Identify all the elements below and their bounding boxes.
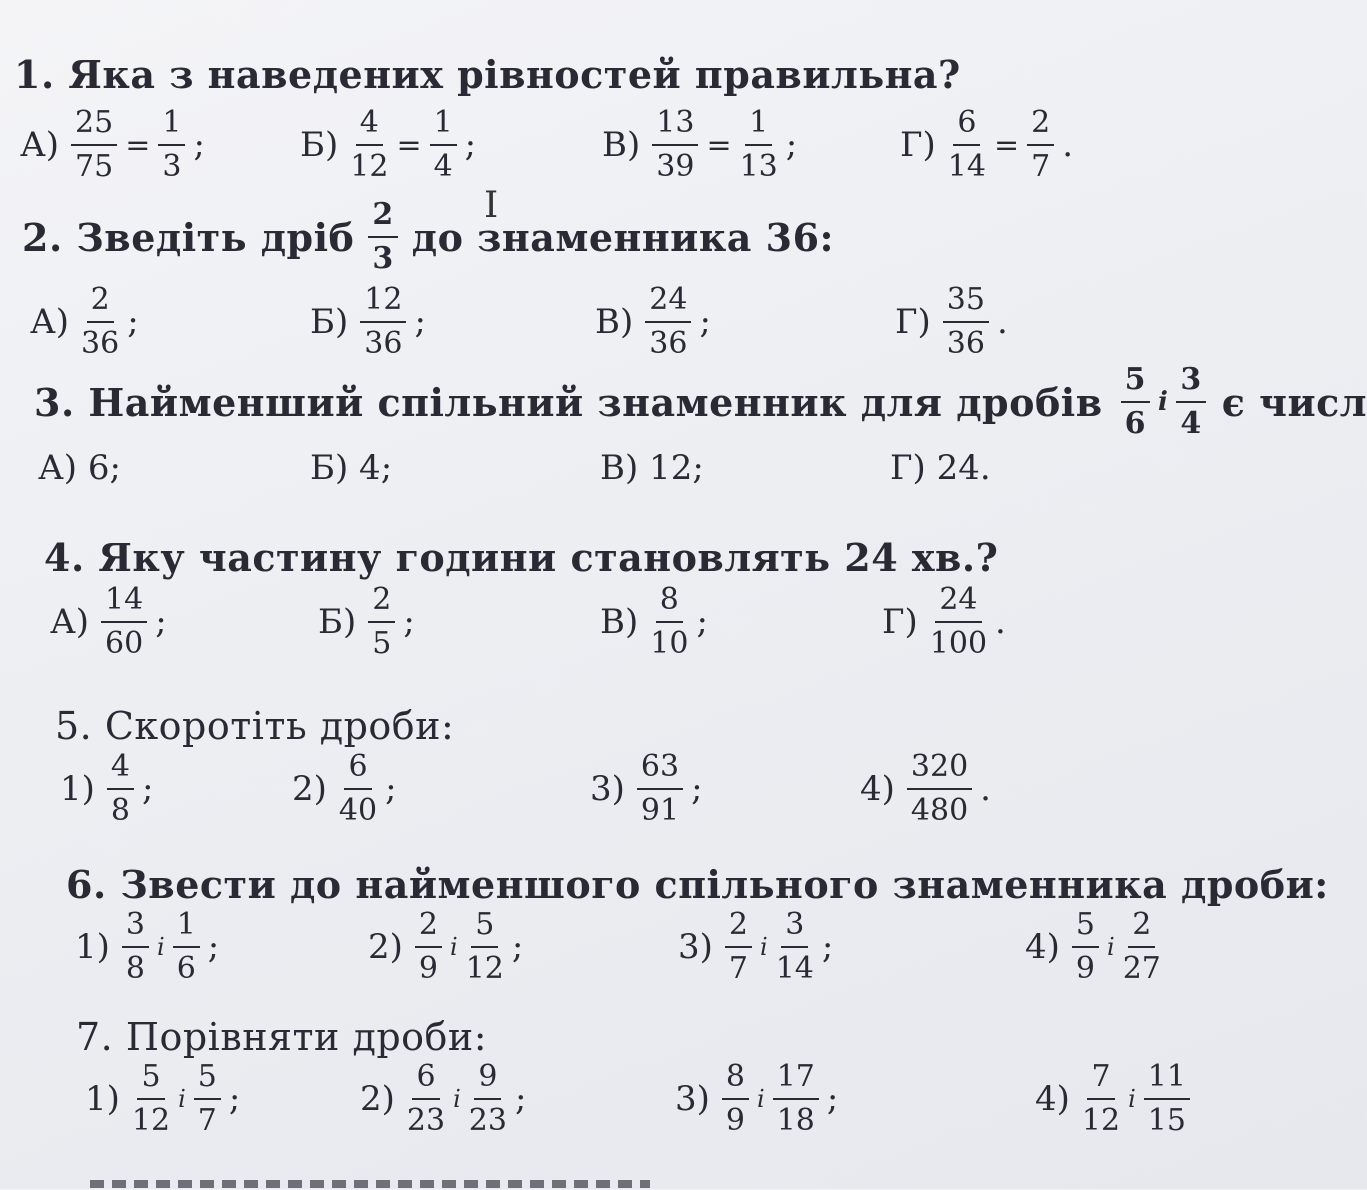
fraction: 8 10 <box>650 582 689 661</box>
fraction: 4 8 <box>107 752 134 826</box>
item-label: 3) <box>675 1079 710 1119</box>
q1-option-g: Г) $\frac{6}{14}$ = $\frac{2}{7}$ . <box>900 105 1074 184</box>
q4-option-a: А) 14 60 ; <box>50 582 167 661</box>
q5-item-2: 2) 6 40 ; <box>292 749 397 828</box>
equals-sign: = <box>396 127 422 163</box>
q1-option-v: В) $\frac{13}{39}$ = $\frac{1}{13}$ ; <box>602 105 798 184</box>
fraction: 3 8 <box>122 910 149 984</box>
fraction: 2 27 <box>1122 907 1161 986</box>
fraction: 63 91 <box>637 752 683 826</box>
fraction: 2 5 <box>368 585 395 659</box>
cut-off-next-question <box>90 1168 650 1190</box>
option-label: В) <box>595 302 634 342</box>
option-label: А) <box>20 125 60 165</box>
fraction: 2 3 <box>368 200 397 274</box>
fraction: 35 36 <box>943 285 989 359</box>
question-7-title: 7. Порівняти дроби: <box>76 1015 488 1059</box>
q6-item-1: 1) 3 8 і 1 6 ; <box>75 907 220 986</box>
fraction: 8 9 <box>722 1062 749 1136</box>
fraction: 320 480 <box>907 752 972 826</box>
q3-option-a: А) 6; <box>38 448 121 488</box>
question-6-title: 6. Звести до найменшого спільного знаменника дроби: <box>66 862 1329 907</box>
item-label: 2) <box>368 927 403 967</box>
q5-item-3: 3) 63 91 ; <box>590 749 703 828</box>
item-label: 2) <box>292 769 327 809</box>
item-label: 1) <box>75 927 110 967</box>
fraction: 3 4 <box>1176 365 1205 439</box>
q1-option-a: А) $\frac{25}{75}$ = $\frac{1}{3}$ ; <box>20 105 205 184</box>
fraction: 6 23 <box>406 1059 446 1138</box>
fraction: $\frac{1}{4}$ <box>430 108 457 182</box>
fraction: 17 18 <box>773 1062 819 1136</box>
item-label: 3) <box>590 769 625 809</box>
question-3-title: 3. Найменший спільний знаменник для дробів 5 6 і 3 4 є числ <box>34 362 1367 441</box>
q4-option-v: В) 8 10 ; <box>600 582 708 661</box>
question-1-title: 1. Яка з наведених рівностей правильна? <box>14 52 961 97</box>
fraction: 12 36 <box>360 285 406 359</box>
item-label: 4) <box>1035 1079 1070 1119</box>
fraction: 7 12 <box>1081 1059 1121 1138</box>
q7-item-2: 2) 6 23 і 9 23 ; <box>360 1059 527 1138</box>
item-label: 1) <box>85 1079 120 1119</box>
fraction: 2 9 <box>415 910 442 984</box>
option-label: В) <box>602 125 641 165</box>
option-label: Г) <box>895 302 931 342</box>
q6-item-3: 3) 2 7 і 3 14 ; <box>678 907 834 986</box>
question-4-title: 4. Яку частину години становлять 24 хв.? <box>44 535 999 580</box>
fraction: $\frac{2}{7}$ <box>1027 108 1054 182</box>
fraction: 5 12 <box>465 907 504 986</box>
equals-sign: = <box>993 127 1020 163</box>
item-label: 4) <box>1025 927 1060 967</box>
fraction: 24 36 <box>645 285 691 359</box>
fraction: 6 40 <box>338 749 378 828</box>
option-label: Б) <box>318 602 357 642</box>
question-2-title: 2. Зведіть дріб 2 3 до знаменника 36: <box>22 197 835 276</box>
option-label: А) <box>50 602 90 642</box>
q2-option-v: В) 24 36 ; <box>595 282 711 361</box>
fraction: 3 14 <box>775 907 814 986</box>
fraction: $\frac{4}{12}$ <box>350 105 389 184</box>
fraction: 9 23 <box>468 1059 507 1138</box>
fraction: 5 9 <box>1072 910 1099 984</box>
q3-option-b: Б) 4; <box>310 448 393 488</box>
option-label: В) <box>600 602 639 642</box>
equals-sign: = <box>706 127 732 163</box>
q4-option-b: Б) 2 5 ; <box>318 582 415 661</box>
q7-item-3: 3) 8 9 і 17 18 ; <box>675 1059 839 1138</box>
fraction: $\frac{1}{13}$ <box>739 105 778 184</box>
fraction: $\frac{13}{39}$ <box>652 108 698 182</box>
q4-option-g: Г) 24 100 . <box>882 582 1006 661</box>
q1-option-b: Б) $\frac{4}{12}$ = $\frac{1}{4}$ ; <box>300 105 477 184</box>
item-label: 1) <box>60 769 95 809</box>
q2-option-b: Б) 12 36 ; <box>310 282 426 361</box>
fraction: $\frac{1}{3}$ <box>158 108 185 182</box>
q3-option-g: Г) 24. <box>890 448 991 488</box>
q5-item-1: 1) 4 8 ; <box>60 749 154 828</box>
q5-item-4: 4) 320 480 . <box>860 749 991 828</box>
fraction: $\frac{25}{75}$ <box>71 108 117 182</box>
q7-item-4: 4) 7 12 і 11 15 <box>1035 1062 1192 1136</box>
q3-option-v: В) 12; <box>600 448 704 488</box>
fraction: 14 60 <box>101 585 147 659</box>
equals-sign: = <box>125 127 151 163</box>
option-label: Г) <box>882 602 918 642</box>
fraction: 2 36 <box>81 282 120 361</box>
option-label: Б) <box>310 302 349 342</box>
fraction: 5 7 <box>194 1062 221 1136</box>
q7-item-1: 1) 5 12 і 5 7 ; <box>85 1059 241 1138</box>
option-label: А) <box>30 302 70 342</box>
item-label: 4) <box>860 769 895 809</box>
item-label: 3) <box>678 927 713 967</box>
fraction: 24 100 <box>929 582 988 661</box>
fraction: 2 7 <box>725 910 752 984</box>
q6-item-4: 4) 5 9 і 2 27 <box>1025 907 1161 986</box>
q6-item-2: 2) 2 9 і 5 12 ; <box>368 907 524 986</box>
option-label: Б) <box>300 125 339 165</box>
q2-option-a: А) 2 36 ; <box>30 282 139 361</box>
q2-option-g: Г) 35 36 . <box>895 282 1008 361</box>
question-5-title: 5. Скоротіть дроби: <box>55 704 455 748</box>
fraction: 5 12 <box>131 1059 171 1138</box>
fraction: 11 15 <box>1144 1062 1190 1136</box>
text-cursor-icon: I <box>484 185 499 226</box>
item-label: 2) <box>360 1079 395 1119</box>
fraction: 1 6 <box>173 910 200 984</box>
fraction: 5 6 <box>1121 365 1150 439</box>
option-label: Г) <box>900 125 936 165</box>
fraction: $\frac{6}{14}$ <box>947 105 986 184</box>
